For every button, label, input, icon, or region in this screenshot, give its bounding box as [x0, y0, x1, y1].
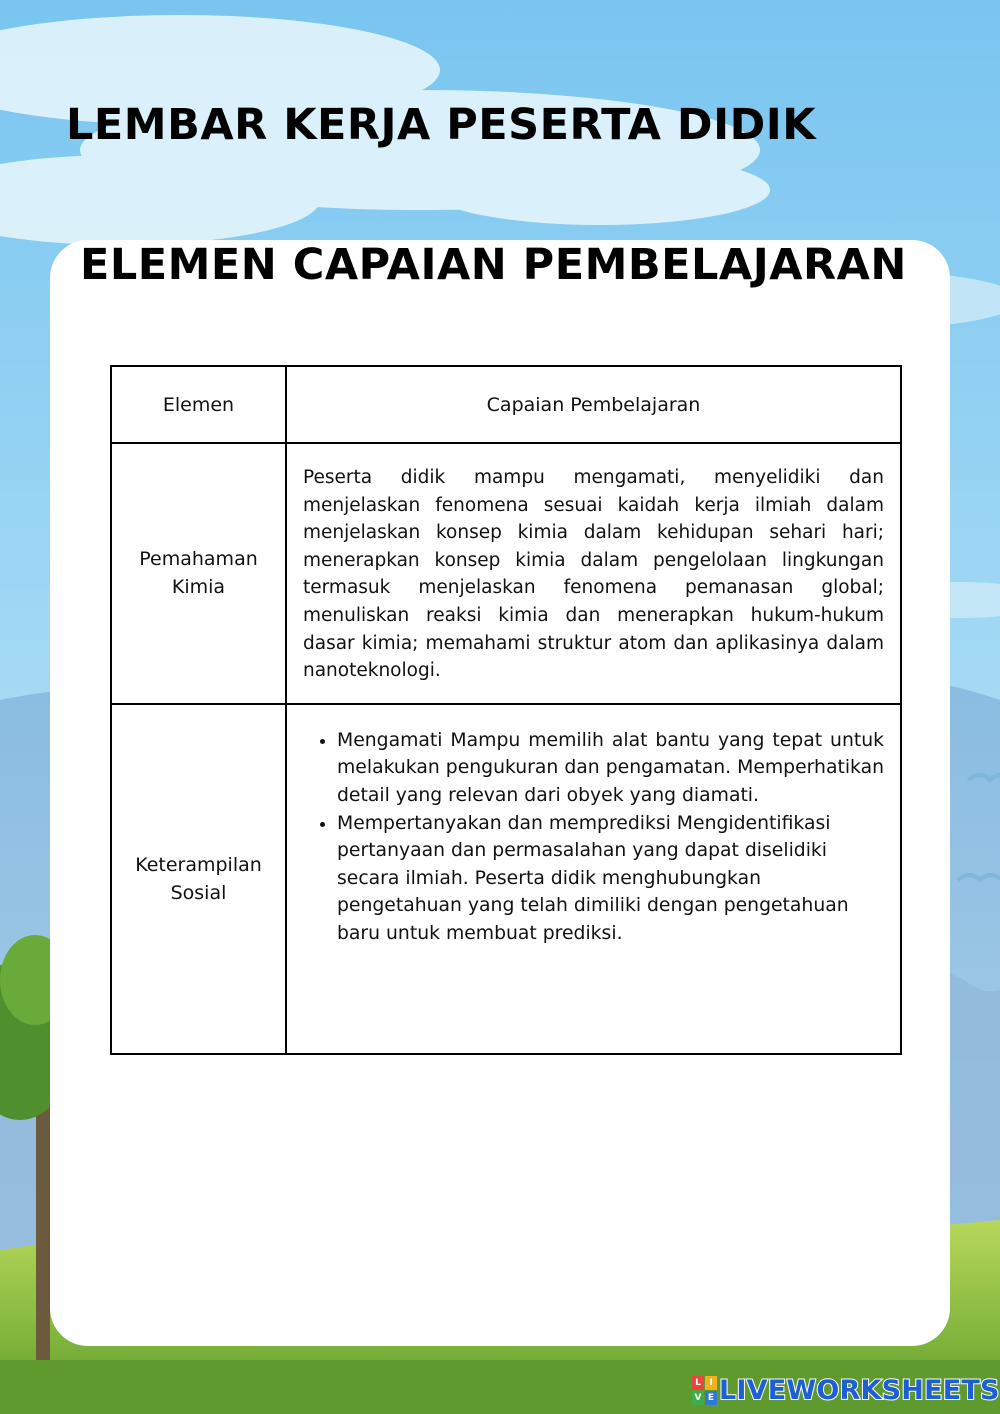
liveworksheets-brand[interactable] [692, 1372, 1000, 1408]
logo-letter: V [692, 1391, 704, 1405]
bullet-item: • Mempertanyakan dan memprediksi Mengidentifikasi pertanyaan dan permasalahan yang dapat diselidiki secara ilmiah. Peserta didik menghubungkan pengetahuan yang telah dimiliki dengan pengetahuan baru untuk membuat prediksi. [337, 810, 884, 948]
table-row [111, 443, 901, 704]
page-title: LEMBAR KERJA PESERTA DIDIK [66, 100, 817, 150]
brand-name: LIVEWORKSHEETS [719, 1374, 1000, 1406]
section-title: ELEMEN CAPAIAN PEMBELAJARAN [80, 240, 907, 290]
outcome-description: Peserta didik mampu mengamati, menyelidiki dan menjelaskan fenomena sesuai kaidah kerja ilmiah dalam menjelaskan konsep kimia dalam kehidupan sehari hari; menerapkan konsep kimia dalam pengelolaan lingkungan termasuk menjelaskan fenomena pemanasan global; menuliskan reaksi kimia dan menerapkan hukum-hukum dasar kimia; memahami struktur atom dan aplikasinya dalam nanoteknologi. [286, 443, 901, 704]
learning-outcomes-table [110, 365, 902, 1055]
element-name-line: Sosial [170, 881, 227, 904]
outcome-bullets [286, 704, 901, 1054]
header-elemen: Elemen [111, 366, 286, 443]
element-cell [111, 704, 286, 1054]
bullet-item: • Mengamati Mampu memilih alat bantu yang tepat untuk melakukan pengukuran dan pengamatan. Memperhatikan detail yang relevan dari obyek yang diamati. [337, 727, 884, 810]
bullet-list [303, 727, 884, 948]
element-name-line: Kimia [171, 576, 226, 599]
element-name-line: Keterampilan [135, 853, 262, 876]
element-cell [111, 443, 286, 704]
logo-letter: L [692, 1376, 704, 1390]
logo-letter: I [705, 1376, 717, 1390]
element-name-line: Pemahaman [139, 548, 258, 571]
liveworksheets-logo-icon [692, 1376, 716, 1404]
header-capaian: Capaian Pembelajaran [286, 366, 901, 443]
table-row [111, 704, 901, 1054]
table-header-row [111, 366, 901, 443]
logo-letter: E [705, 1391, 717, 1405]
